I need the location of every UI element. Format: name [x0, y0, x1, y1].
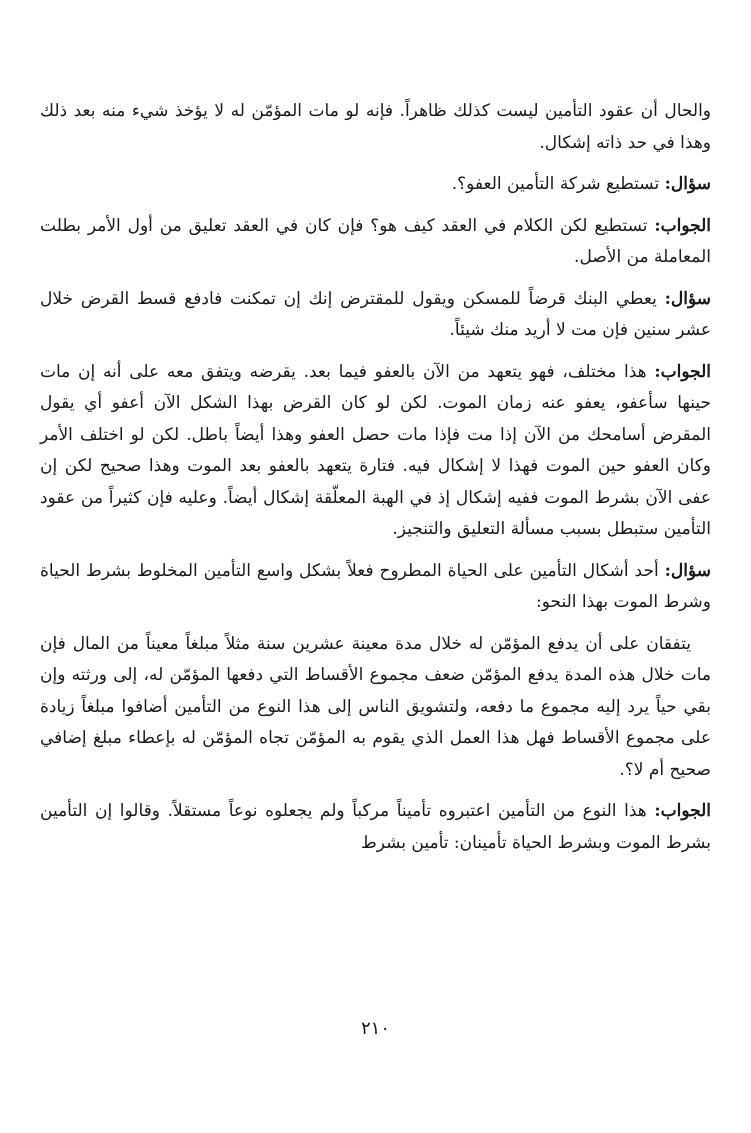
paragraph-text: أحد أشكال التأمين على الحياة المطروح فعلاً بشكل واسع التأمين المخلوط بشرط الحياة وشرط الموت بهذا النحو: — [40, 560, 711, 612]
answer-label: الجواب: — [654, 215, 711, 236]
page-number: ٢١٠ — [360, 1018, 390, 1039]
paragraph-text: يتفقان على أن يدفع المؤمّن له خلال مدة معينة عشرين سنة مثلاً مبلغاً معيناً من المال فإن مات خلال هذه المدة يدفع المؤمّن ضعف مجموع الأقساط التي دفعها المؤمّن له، إلى ورثته وإن بقي حياً يرد إليه مجموع ما دفعه، ولتشويق الناس إلى هذا النوع من التأمين أضافوا مبلغاً زيادة على مجموع الأقساط فهل هذا العمل الذي يقوم به المؤمّن تجاه المؤمّن له بإعطاء مبلغ إضافي صحيح أم لا؟. — [40, 633, 711, 780]
question-label: سؤال: — [664, 288, 711, 309]
question-label: سؤال: — [664, 174, 711, 194]
question-continuation — [40, 629, 711, 787]
page-body — [40, 96, 711, 869]
paragraph-text: هذا النوع من التأمين اعتبروه تأميناً مركباً ولم يجعلوه نوعاً مستقلاً. وقالوا إن التأمين بشرط الموت وبشرط الحياة تأمينان: تأمين بشرط — [40, 801, 711, 853]
answer-label: الجواب: — [654, 361, 711, 382]
answer-label: الجواب: — [654, 801, 711, 821]
question-paragraph — [40, 284, 711, 347]
paragraph-text: تستطيع لكن الكلام في العقد كيف هو؟ فإن كان في العقد تعليق من أول الأمر بطلت المعاملة من الأصل. — [40, 215, 711, 267]
paragraph-intro — [40, 96, 711, 159]
question-label: سؤال: — [664, 560, 711, 581]
paragraph-text: يعطي البنك قرضاً للمسكن ويقول للمقترض إنك إن تمكنت فادفع قسط القرض خلال عشر سنين فإن مت لا أريد منك شيئاً. — [40, 288, 711, 340]
paragraph-text: والحال أن عقود التأمين ليست كذلك ظاهراً. فإنه لو مات المؤمّن له لا يؤخذ شيء منه بعد ذلك وهذا في حد ذاته إشكال. — [40, 101, 711, 153]
question-paragraph — [40, 556, 711, 619]
paragraph-text: هذا مختلف، فهو يتعهد من الآن بالعفو فيما بعد. يقرضه ويتفق معه على أنه إن مات حينها سأعفو، يعفو عنه زمان الموت. لكن لو كان القرض بهذا الشكل الآن أعفو أي يقول المقرض أسامحك من الآن إذا مت فإذا مات حصل العفو وهذا أيضاً باطل. لكن لو اختلف الأمر وكان العفو حين الموت فهذا لا إشكال فيه. فتارة يتعهد بالعفو بعد الموت وهذا صحيح لكن إن عفى الآن بشرط الموت ففيه إشكال إذ في الهبة المعلّقة إشكال أيضاً. وعليه فإن كثيراً من عقود التأمين ستبطل بسبب مسألة التعليق والتنجيز. — [40, 361, 711, 539]
answer-paragraph — [40, 211, 711, 274]
answer-paragraph — [40, 357, 711, 546]
question-paragraph — [40, 169, 711, 201]
answer-paragraph — [40, 796, 711, 859]
paragraph-text: تستطيع شركة التأمين العفو؟. — [451, 174, 665, 194]
